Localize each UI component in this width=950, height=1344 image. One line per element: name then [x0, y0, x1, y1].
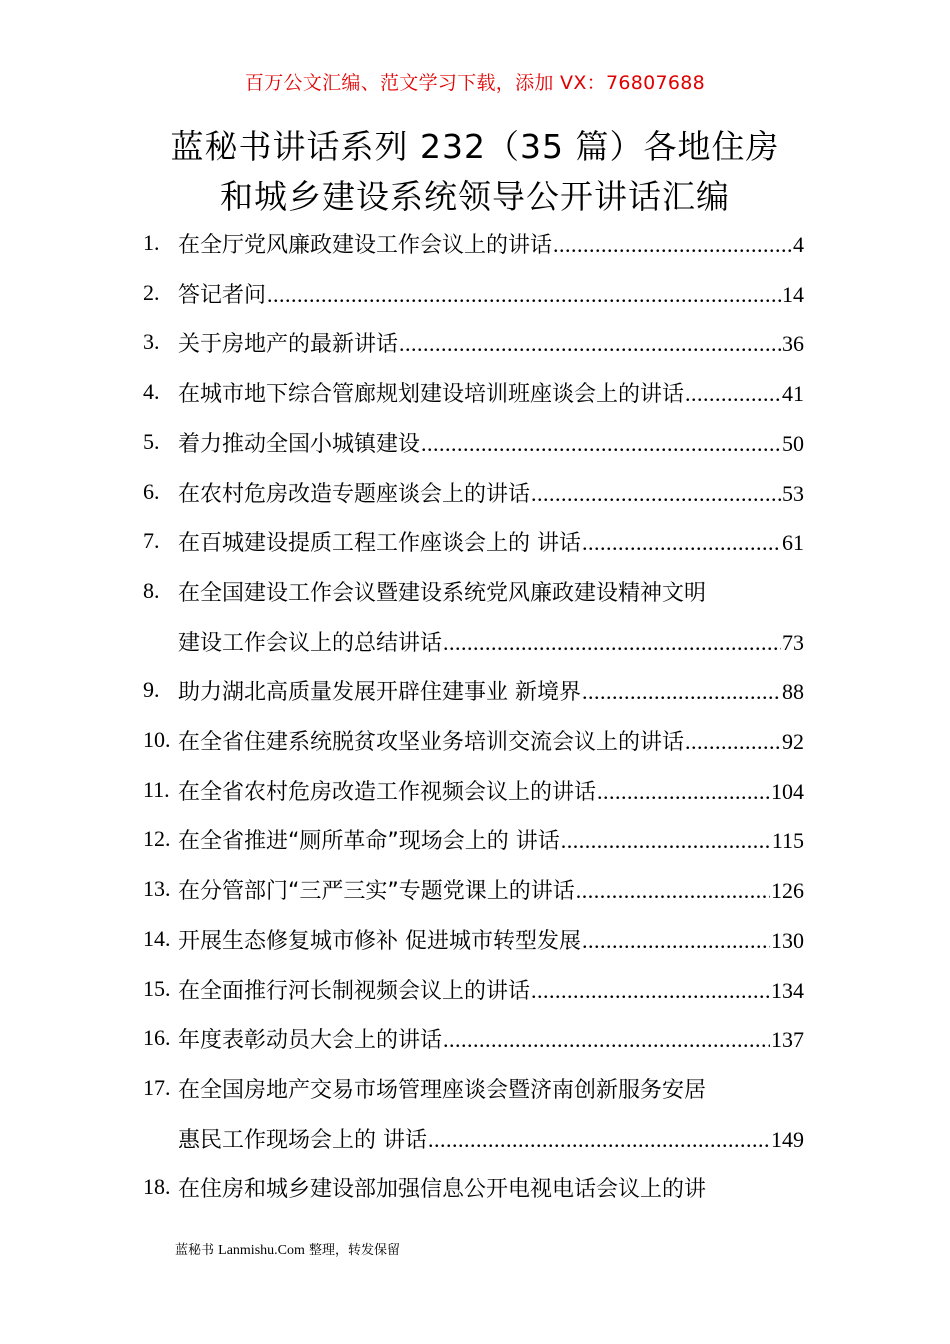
toc-entry[interactable]: [178, 427, 804, 458]
promo-banner: 百万公文汇编、范文学习下载，添加 VX：76807688: [244, 72, 706, 94]
toc-leader-dots: [582, 928, 770, 954]
toc-page-number: 134: [771, 977, 804, 1003]
toc-entry[interactable]: [178, 1023, 804, 1054]
toc-leader-dots: [531, 978, 770, 1004]
toc-entry[interactable]: [178, 576, 804, 607]
toc-entry[interactable]: [178, 278, 804, 309]
toc-page-number: 137: [771, 1027, 804, 1053]
toc-entry-title: 在百城建设提质工程工作座谈会上的 讲话: [178, 531, 581, 557]
toc-row: [0, 717, 950, 767]
toc-row: [0, 568, 950, 618]
toc-row: [0, 667, 950, 717]
toc-entry-title: 在全厅党风廉政建设工作会议上的讲话: [178, 233, 553, 258]
toc-number: 16.: [143, 1025, 171, 1051]
toc-entry-title: 在农村危房改造专题座谈会上的讲话: [178, 481, 531, 507]
toc-number: 4.: [143, 379, 160, 405]
toc-entry-title: 在全省农村危房改造工作视频会议上的讲话: [178, 779, 597, 805]
toc-page-number: 130: [771, 927, 804, 953]
toc-leader-dots: [443, 630, 781, 656]
toc-number: 13.: [143, 876, 171, 902]
toc-row: [0, 916, 950, 966]
toc-number: 10.: [143, 727, 171, 752]
toc-row: [0, 1115, 950, 1165]
toc-leader-dots: [597, 779, 770, 805]
toc-leader-dots: [443, 1027, 770, 1053]
toc-entry-title: 在分管部门“三严三实”专题党课上的讲话: [178, 879, 575, 905]
toc-entry[interactable]: [178, 1172, 804, 1203]
toc-entry-title: 助力湖北高质量发展开辟住建事业 新境界: [178, 680, 581, 706]
toc-entry-title: 建设工作会议上的总结讲话: [178, 630, 443, 656]
toc-page-number: 36: [782, 331, 804, 357]
toc-entry-title: 关于房地产的最新讲话: [178, 332, 399, 358]
toc-number: 8.: [143, 577, 160, 603]
toc-number: 14.: [143, 925, 171, 951]
toc-entry-title: 在全省推进“厕所革命”现场会上的 讲话: [178, 829, 560, 855]
toc-page-number: 149: [771, 1126, 804, 1152]
toc-page-number: 104: [771, 778, 804, 804]
toc-entry[interactable]: [178, 1123, 804, 1154]
toc-page-number: 61: [782, 530, 804, 556]
page-footer: [175, 1239, 400, 1259]
toc-page-number: 53: [782, 480, 804, 506]
toc-number: 2.: [143, 279, 160, 305]
toc-leader-dots: [428, 1127, 770, 1153]
toc-row: [0, 767, 950, 817]
toc-number: 3.: [143, 329, 160, 355]
toc-entry[interactable]: [178, 824, 804, 855]
toc-row: [0, 1015, 950, 1065]
toc-number: 18.: [143, 1174, 171, 1200]
toc-page-number: 4: [793, 232, 804, 257]
toc-leader-dots: [421, 431, 781, 457]
toc-entry-title: 在全国建设工作会议暨建设系统党风廉政建设精神文明: [178, 580, 707, 606]
toc-number: 7.: [143, 528, 160, 554]
toc-entry-title: 在全省住建系统脱贫攻坚业务培训交流会议上的讲话: [178, 730, 685, 755]
toc-number: 15.: [143, 975, 171, 1001]
toc-entry[interactable]: [178, 874, 804, 905]
toc-entry-title: 开展生态修复城市修补 促进城市转型发展: [178, 928, 581, 954]
toc-entry[interactable]: [178, 675, 804, 706]
toc-page-number: 88: [782, 679, 804, 705]
toc-leader-dots: [531, 481, 781, 507]
toc-row: [0, 866, 950, 916]
toc-row: [0, 220, 950, 270]
toc-leader-dots: [582, 530, 781, 556]
footer-suffix: 整理，转发保留: [309, 1243, 401, 1258]
toc-row: [0, 518, 950, 568]
toc-row: [0, 319, 950, 369]
toc-page-number: 41: [782, 381, 804, 407]
toc-number: 1.: [143, 230, 160, 255]
toc-entry-title: 着力推动全国小城镇建设: [178, 431, 421, 457]
toc-entry[interactable]: [178, 228, 804, 259]
toc-entry[interactable]: [178, 775, 804, 806]
toc-number: 6.: [143, 478, 160, 504]
toc-leader-dots: [576, 878, 770, 904]
toc-page-number: 50: [782, 430, 804, 456]
toc-entry[interactable]: [178, 477, 804, 508]
toc-row: [0, 419, 950, 469]
toc-page-number: 115: [771, 828, 804, 854]
document-title-line-2: 和城乡建设系统领导公开讲话汇编: [220, 177, 730, 216]
toc-leader-dots: [267, 282, 781, 308]
toc-page-number: 126: [771, 878, 804, 904]
toc-row: [0, 270, 950, 320]
toc-page-number: 14: [782, 281, 804, 307]
toc-row: [0, 369, 950, 419]
toc-entry-title: 在住房和城乡建设部加强信息公开电视电话会议上的讲: [178, 1177, 707, 1203]
toc-number: 12.: [143, 826, 171, 852]
toc-row: [0, 1164, 950, 1214]
toc-entry-title: 在全面推行河长制视频会议上的讲话: [178, 978, 531, 1004]
toc-leader-dots: [561, 828, 771, 854]
toc-entry[interactable]: [178, 725, 804, 756]
toc-row: [0, 966, 950, 1016]
toc-entry[interactable]: [178, 526, 804, 557]
toc-entry[interactable]: [178, 626, 804, 657]
toc-entry-title: 惠民工作现场会上的 讲话: [178, 1127, 427, 1153]
footer-prefix: 蓝秘书: [175, 1243, 215, 1258]
toc-row: [0, 1065, 950, 1115]
toc-entry-title: 在全国房地产交易市场管理座谈会暨济南创新服务安居: [178, 1077, 707, 1103]
toc-leader-dots: [685, 381, 781, 407]
toc-entry-title: 年度表彰动员大会上的讲话: [178, 1028, 443, 1054]
toc-entry[interactable]: [178, 924, 804, 955]
toc-entry[interactable]: [178, 1073, 804, 1104]
toc-leader-dots: [685, 729, 781, 755]
toc-entry-title: 在城市地下综合管廊规划建设培训班座谈会上的讲话: [178, 382, 685, 408]
document-title-line-1: 蓝秘书讲话系列 232（35 篇）各地住房: [170, 127, 780, 166]
toc-row: [0, 469, 950, 519]
toc-number: 11.: [143, 776, 170, 802]
toc-leader-dots: [399, 331, 781, 357]
toc-number: 9.: [143, 677, 160, 703]
footer-site: Lanmishu.Com: [218, 1243, 305, 1258]
toc-leader-dots: [582, 679, 781, 705]
toc-entry[interactable]: [178, 974, 804, 1005]
toc-row: [0, 618, 950, 668]
toc-entry[interactable]: [178, 327, 804, 358]
toc-number: 5.: [143, 428, 160, 454]
toc-number: 17.: [143, 1074, 171, 1100]
toc-page-number: 73: [782, 629, 804, 655]
toc-row: [0, 816, 950, 866]
toc-page-number: 92: [782, 729, 804, 754]
toc-entry[interactable]: [178, 377, 804, 408]
toc-entry-title: 答记者问: [178, 282, 267, 308]
toc-leader-dots: [553, 232, 792, 258]
